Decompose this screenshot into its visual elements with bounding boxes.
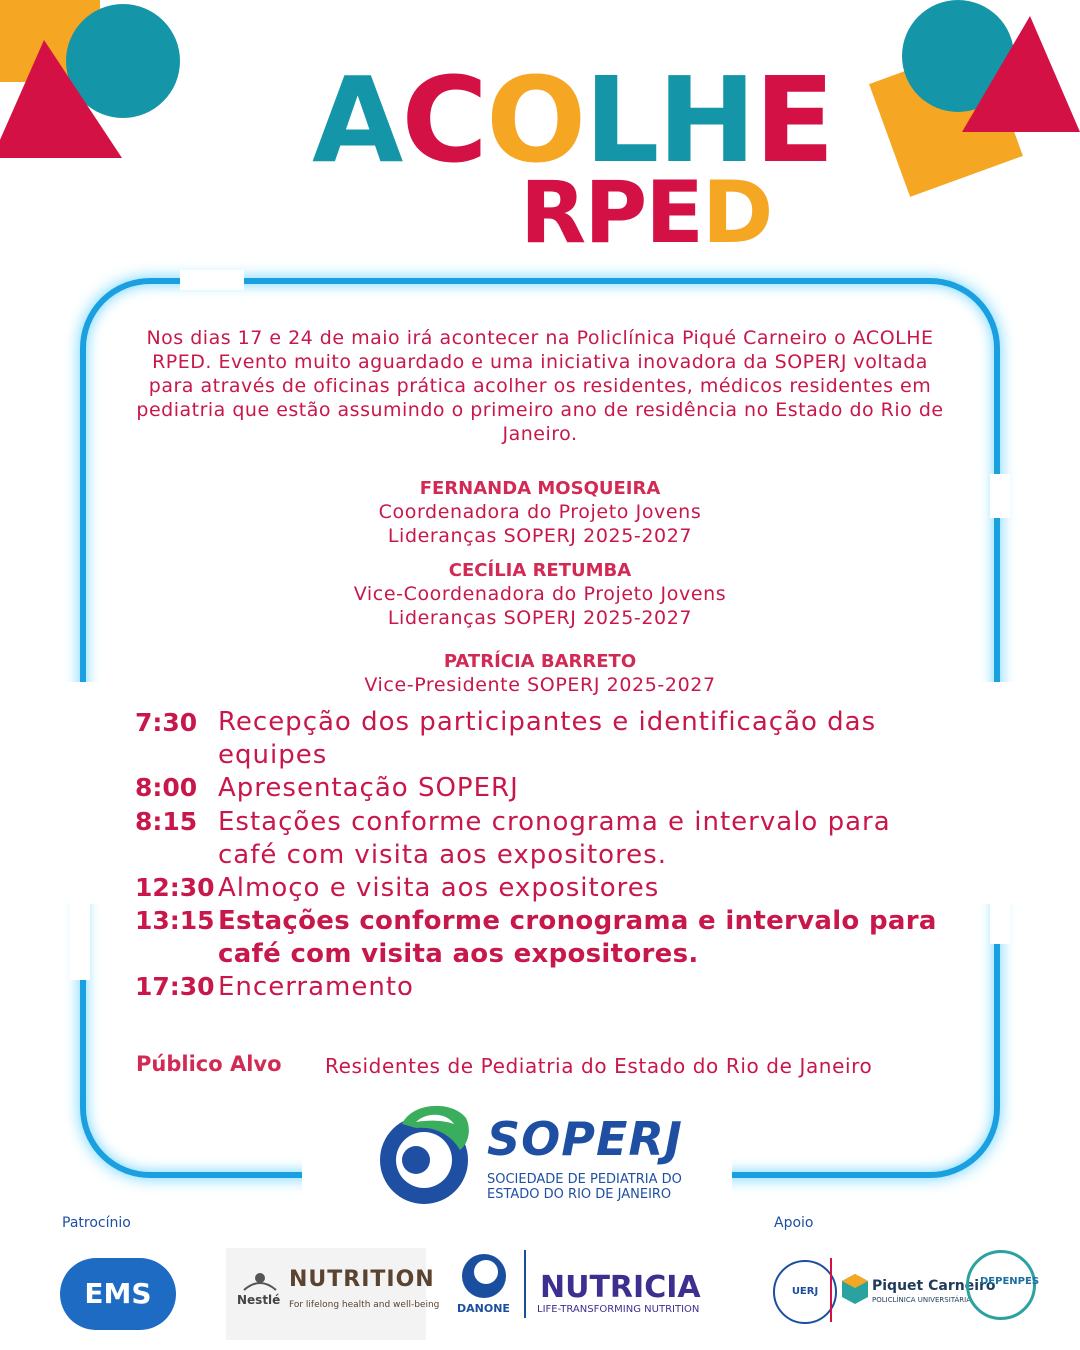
schedule-time: 8:00 <box>135 773 198 802</box>
piquet-carneiro-subtitle: POLICLÍNICA UNIVERSITÁRIA <box>872 1296 971 1304</box>
soperj-subtitle: SOCIEDADE DE PEDIATRIA DO ESTADO DO RIO DE JANEIRO <box>487 1172 682 1202</box>
danone-star-icon <box>456 1252 512 1300</box>
person-3 <box>240 651 840 697</box>
nutrition-tagline: For lifelong health and well-being <box>289 1300 440 1310</box>
nutricia-tagline: LIFE-TRANSFORMING NUTRITION <box>537 1304 700 1315</box>
uerj-seal: UERJ <box>773 1260 837 1324</box>
schedule-time: 13:15 <box>135 906 215 935</box>
schedule-activity: Almoço e visita aos expositores <box>218 873 660 903</box>
person-role-line-2: Lideranças SOPERJ 2025-2027 <box>387 607 693 629</box>
soperj-name: SOPERJ <box>487 1112 683 1166</box>
logo-line-2: RPED <box>520 163 772 263</box>
ems-logo: EMS <box>60 1258 176 1330</box>
sponsors-label: Patrocínio <box>62 1215 131 1231</box>
nestle-bird-nest-icon <box>242 1270 278 1292</box>
person-2 <box>240 560 840 630</box>
logo-line-1: ACOLHE <box>312 51 833 189</box>
nutrition-wordmark: NUTRITION <box>289 1267 435 1292</box>
person-role-line-2: Lideranças SOPERJ 2025-2027 <box>387 525 693 547</box>
schedule-activity: Recepção dos participantes e identificação das equipes <box>218 707 877 770</box>
nutricia-wordmark: NUTRICIA <box>540 1270 701 1305</box>
frame-gap-right-bottom <box>990 904 1010 944</box>
frame-gap-right-top <box>990 474 1010 518</box>
piquet-carneiro-cube-icon <box>840 1272 870 1306</box>
piquet-carneiro-wordmark: Piquet Carneiro <box>872 1278 996 1294</box>
schedule-activity: Estações conforme cronograma e intervalo para café com visita aos expositores. <box>218 807 891 870</box>
soperj-emblem-icon <box>372 1100 478 1206</box>
schedule-activity: Apresentação SOPERJ <box>218 773 519 803</box>
person-role-line-1: Vice-Presidente SOPERJ 2025-2027 <box>364 674 716 696</box>
schedule-time: 17:30 <box>135 972 215 1001</box>
sponsor-divider <box>524 1250 526 1318</box>
schedule-time: 7:30 <box>135 708 198 737</box>
schedule-activity: Encerramento <box>218 972 414 1002</box>
red-triangle-top-left <box>0 36 132 166</box>
person-role-line-1: Vice-Coordenadora do Projeto Jovens <box>353 583 727 605</box>
frame-gap-left-bottom <box>70 904 90 980</box>
person-name: PATRÍCIA BARRETO <box>443 651 637 672</box>
support-label: Apoio <box>774 1215 814 1231</box>
person-role-line-1: Coordenadora do Projeto Jovens <box>378 501 702 523</box>
supporter-divider <box>830 1258 832 1322</box>
schedule-time: 12:30 <box>135 873 215 902</box>
depenpes-wordmark: DEPENPES <box>980 1276 1040 1287</box>
frame-gap-top-left <box>180 270 244 290</box>
person-name: FERNANDA MOSQUEIRA <box>419 478 661 499</box>
schedule-activity: Estações conforme cronograma e intervalo para café com visita aos expositores. <box>218 906 937 969</box>
target-audience-label: Público Alvo <box>136 1052 282 1076</box>
nestle-wordmark: Nestlé <box>237 1293 281 1307</box>
red-triangle-top-right <box>960 14 1080 134</box>
danone-wordmark: DANONE <box>457 1302 510 1315</box>
target-audience-value: Residentes de Pediatria do Estado do Rio de Janeiro <box>325 1054 873 1078</box>
person-name: CECÍLIA RETUMBA <box>448 560 632 581</box>
schedule-time: 8:15 <box>135 807 198 836</box>
person-1 <box>240 478 840 548</box>
intro-paragraph: Nos dias 17 e 24 de maio irá acontecer na Policlínica Piqué Carneiro o ACOLHE RPED. Evento muito aguardado e uma iniciativa inovadora da SOPERJ voltada para através de oficinas prática acolher os residentes, médicos residentes em pediatria que estão assumindo o primeiro ano de residência no Estado do Rio de Janeiro. <box>136 327 944 445</box>
